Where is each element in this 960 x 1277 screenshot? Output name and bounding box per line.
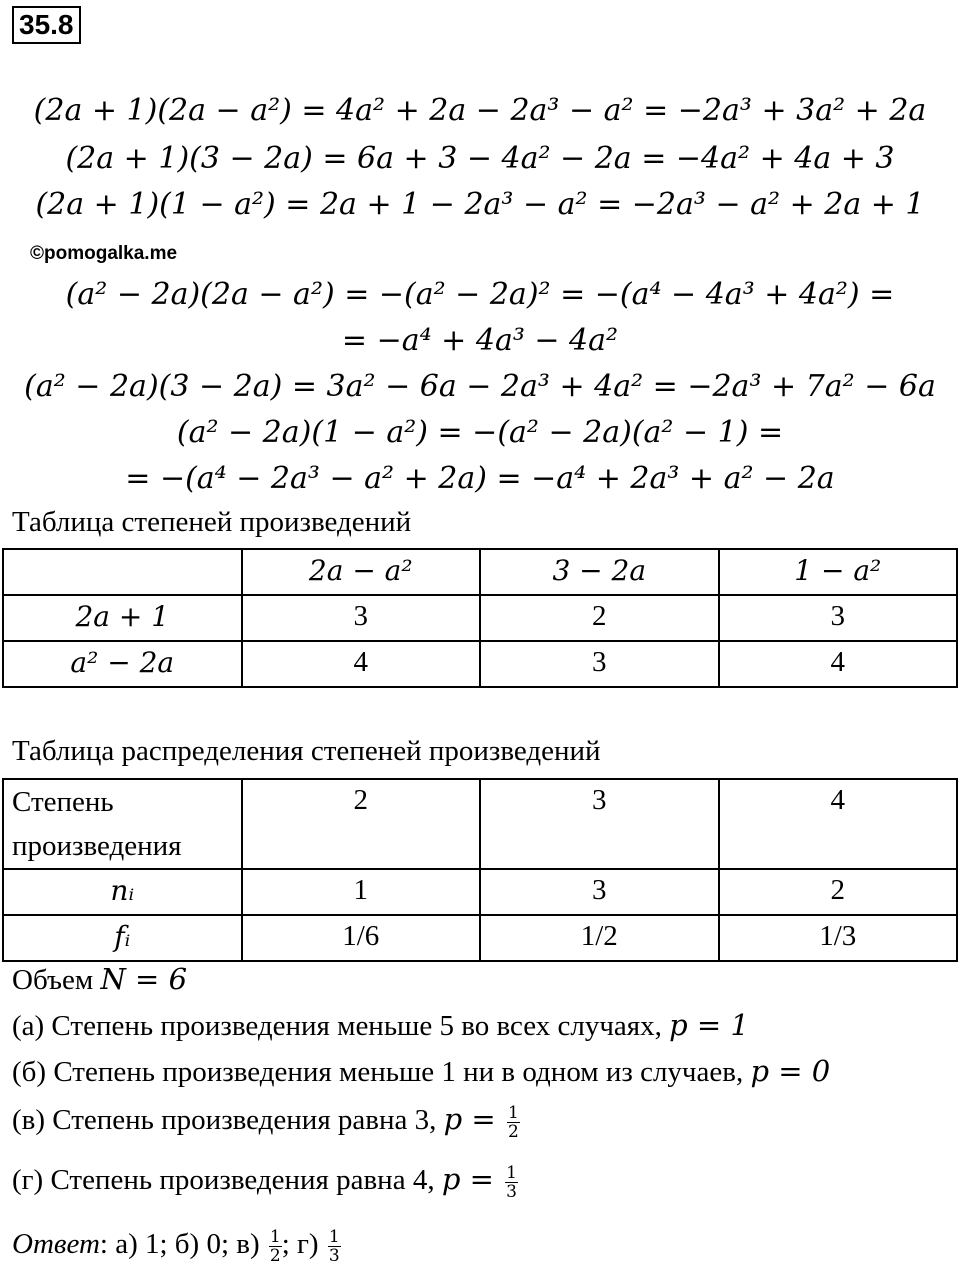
table-cell: 1 — [242, 869, 481, 915]
table1-caption: Таблица степеней произведений — [12, 506, 412, 538]
degree-table — [2, 548, 958, 688]
fraction-numerator: 1 — [269, 1227, 281, 1247]
table-row — [3, 915, 957, 961]
equation-2: (2a + 1)(3 − 2a) = 6a + 3 − 4a² − 2a = −4a² + 4a + 3 — [65, 141, 895, 176]
fraction-denominator: 2 — [507, 1121, 519, 1142]
table-cell: fᵢ — [3, 915, 242, 961]
answer-line — [12, 1228, 341, 1265]
table-cell: 2 — [719, 869, 958, 915]
table-cell: nᵢ — [3, 869, 242, 915]
answer-text: : а) 1; б) 0; в) — [99, 1228, 267, 1261]
table-cell: 2a − a² — [242, 549, 481, 595]
table-cell: 1/2 — [480, 915, 719, 961]
table-row — [3, 595, 957, 641]
table-cell: 1/6 — [242, 915, 481, 961]
fraction — [505, 1164, 518, 1201]
item-a — [12, 1008, 749, 1043]
item-v — [12, 1102, 520, 1141]
fraction-numerator: 1 — [507, 1102, 519, 1123]
fraction — [507, 1104, 520, 1141]
fraction-denominator: 3 — [328, 1246, 340, 1266]
item-expr: p = 0 — [750, 1054, 831, 1088]
answer-text: ; г) — [281, 1228, 326, 1261]
fraction — [328, 1228, 341, 1265]
fraction — [269, 1228, 282, 1265]
item-expr: p = — [443, 1102, 505, 1136]
item-text: (в) Степень произведения равна 3, — [12, 1104, 444, 1136]
table-cell: 4 — [719, 641, 958, 687]
fraction-denominator: 2 — [269, 1246, 281, 1266]
table-cell: 4 — [719, 779, 958, 869]
equation-8: = −(a⁴ − 2a³ − a² + 2a) = −a⁴ + 2a³ + a² − 2a — [125, 461, 835, 496]
table-cell: Степень произведения — [3, 779, 242, 869]
table-cell — [3, 549, 242, 595]
equation-3: (2a + 1)(1 − a²) = 2a + 1 − 2a³ − a² = −2a³ − a² + 2a + 1 — [35, 187, 925, 222]
item-text: (а) Степень произведения меньше 5 во всех случаях, — [12, 1010, 670, 1042]
volume-line — [12, 962, 187, 997]
table-row — [3, 869, 957, 915]
volume-expr: N = 6 — [100, 962, 188, 996]
item-g — [12, 1162, 518, 1201]
table-cell: 3 − 2a — [480, 549, 719, 595]
item-b — [12, 1054, 830, 1089]
item-text: (г) Степень произведения равна 4, — [12, 1164, 442, 1196]
table-row — [3, 779, 957, 869]
table-cell: a² − 2a — [3, 641, 242, 687]
volume-label: Объем — [12, 964, 94, 996]
equation-7: (a² − 2a)(1 − a²) = −(a² − 2a)(a² − 1) = — [176, 415, 784, 450]
table-cell: 2 — [242, 779, 481, 869]
table2-caption: Таблица распределения степеней произведений — [12, 735, 601, 767]
table-cell: 4 — [242, 641, 481, 687]
equation-4: (a² − 2a)(2a − a²) = −(a² − 2a)² = −(a⁴ − 4a³ + 4a²) = — [65, 277, 895, 312]
distribution-table — [2, 778, 958, 962]
fraction-numerator: 1 — [328, 1227, 340, 1247]
equation-6: (a² − 2a)(3 − 2a) = 3a² − 6a − 2a³ + 4a² = −2a³ + 7a² − 6a — [24, 369, 936, 404]
table-cell: 1/3 — [719, 915, 958, 961]
table-cell: 2 — [480, 595, 719, 641]
table-cell: 2a + 1 — [3, 595, 242, 641]
equation-5: = −a⁴ + 4a³ − 4a² — [341, 323, 619, 358]
equation-1: (2a + 1)(2a − a²) = 4a² + 2a − 2a³ − a² = −2a³ + 3a² + 2a — [33, 93, 927, 128]
watermark: ©pomogalka.me — [30, 243, 178, 264]
problem-number: 35.8 — [12, 6, 81, 44]
table-cell: 1 − a² — [719, 549, 958, 595]
table-cell: 3 — [242, 595, 481, 641]
table-cell: 3 — [480, 779, 719, 869]
table-row — [3, 549, 957, 595]
table-cell: 3 — [480, 869, 719, 915]
table-cell: 3 — [480, 641, 719, 687]
table-cell: 3 — [719, 595, 958, 641]
fraction-numerator: 1 — [506, 1162, 517, 1183]
fraction-denominator: 3 — [506, 1181, 517, 1202]
item-expr: p = 1 — [669, 1008, 749, 1042]
table-row — [3, 641, 957, 687]
item-text: (б) Степень произведения меньше 1 ни в одном из случаев, — [12, 1056, 751, 1088]
item-expr: p = — [441, 1162, 504, 1196]
answer-label: Ответ — [12, 1228, 100, 1261]
